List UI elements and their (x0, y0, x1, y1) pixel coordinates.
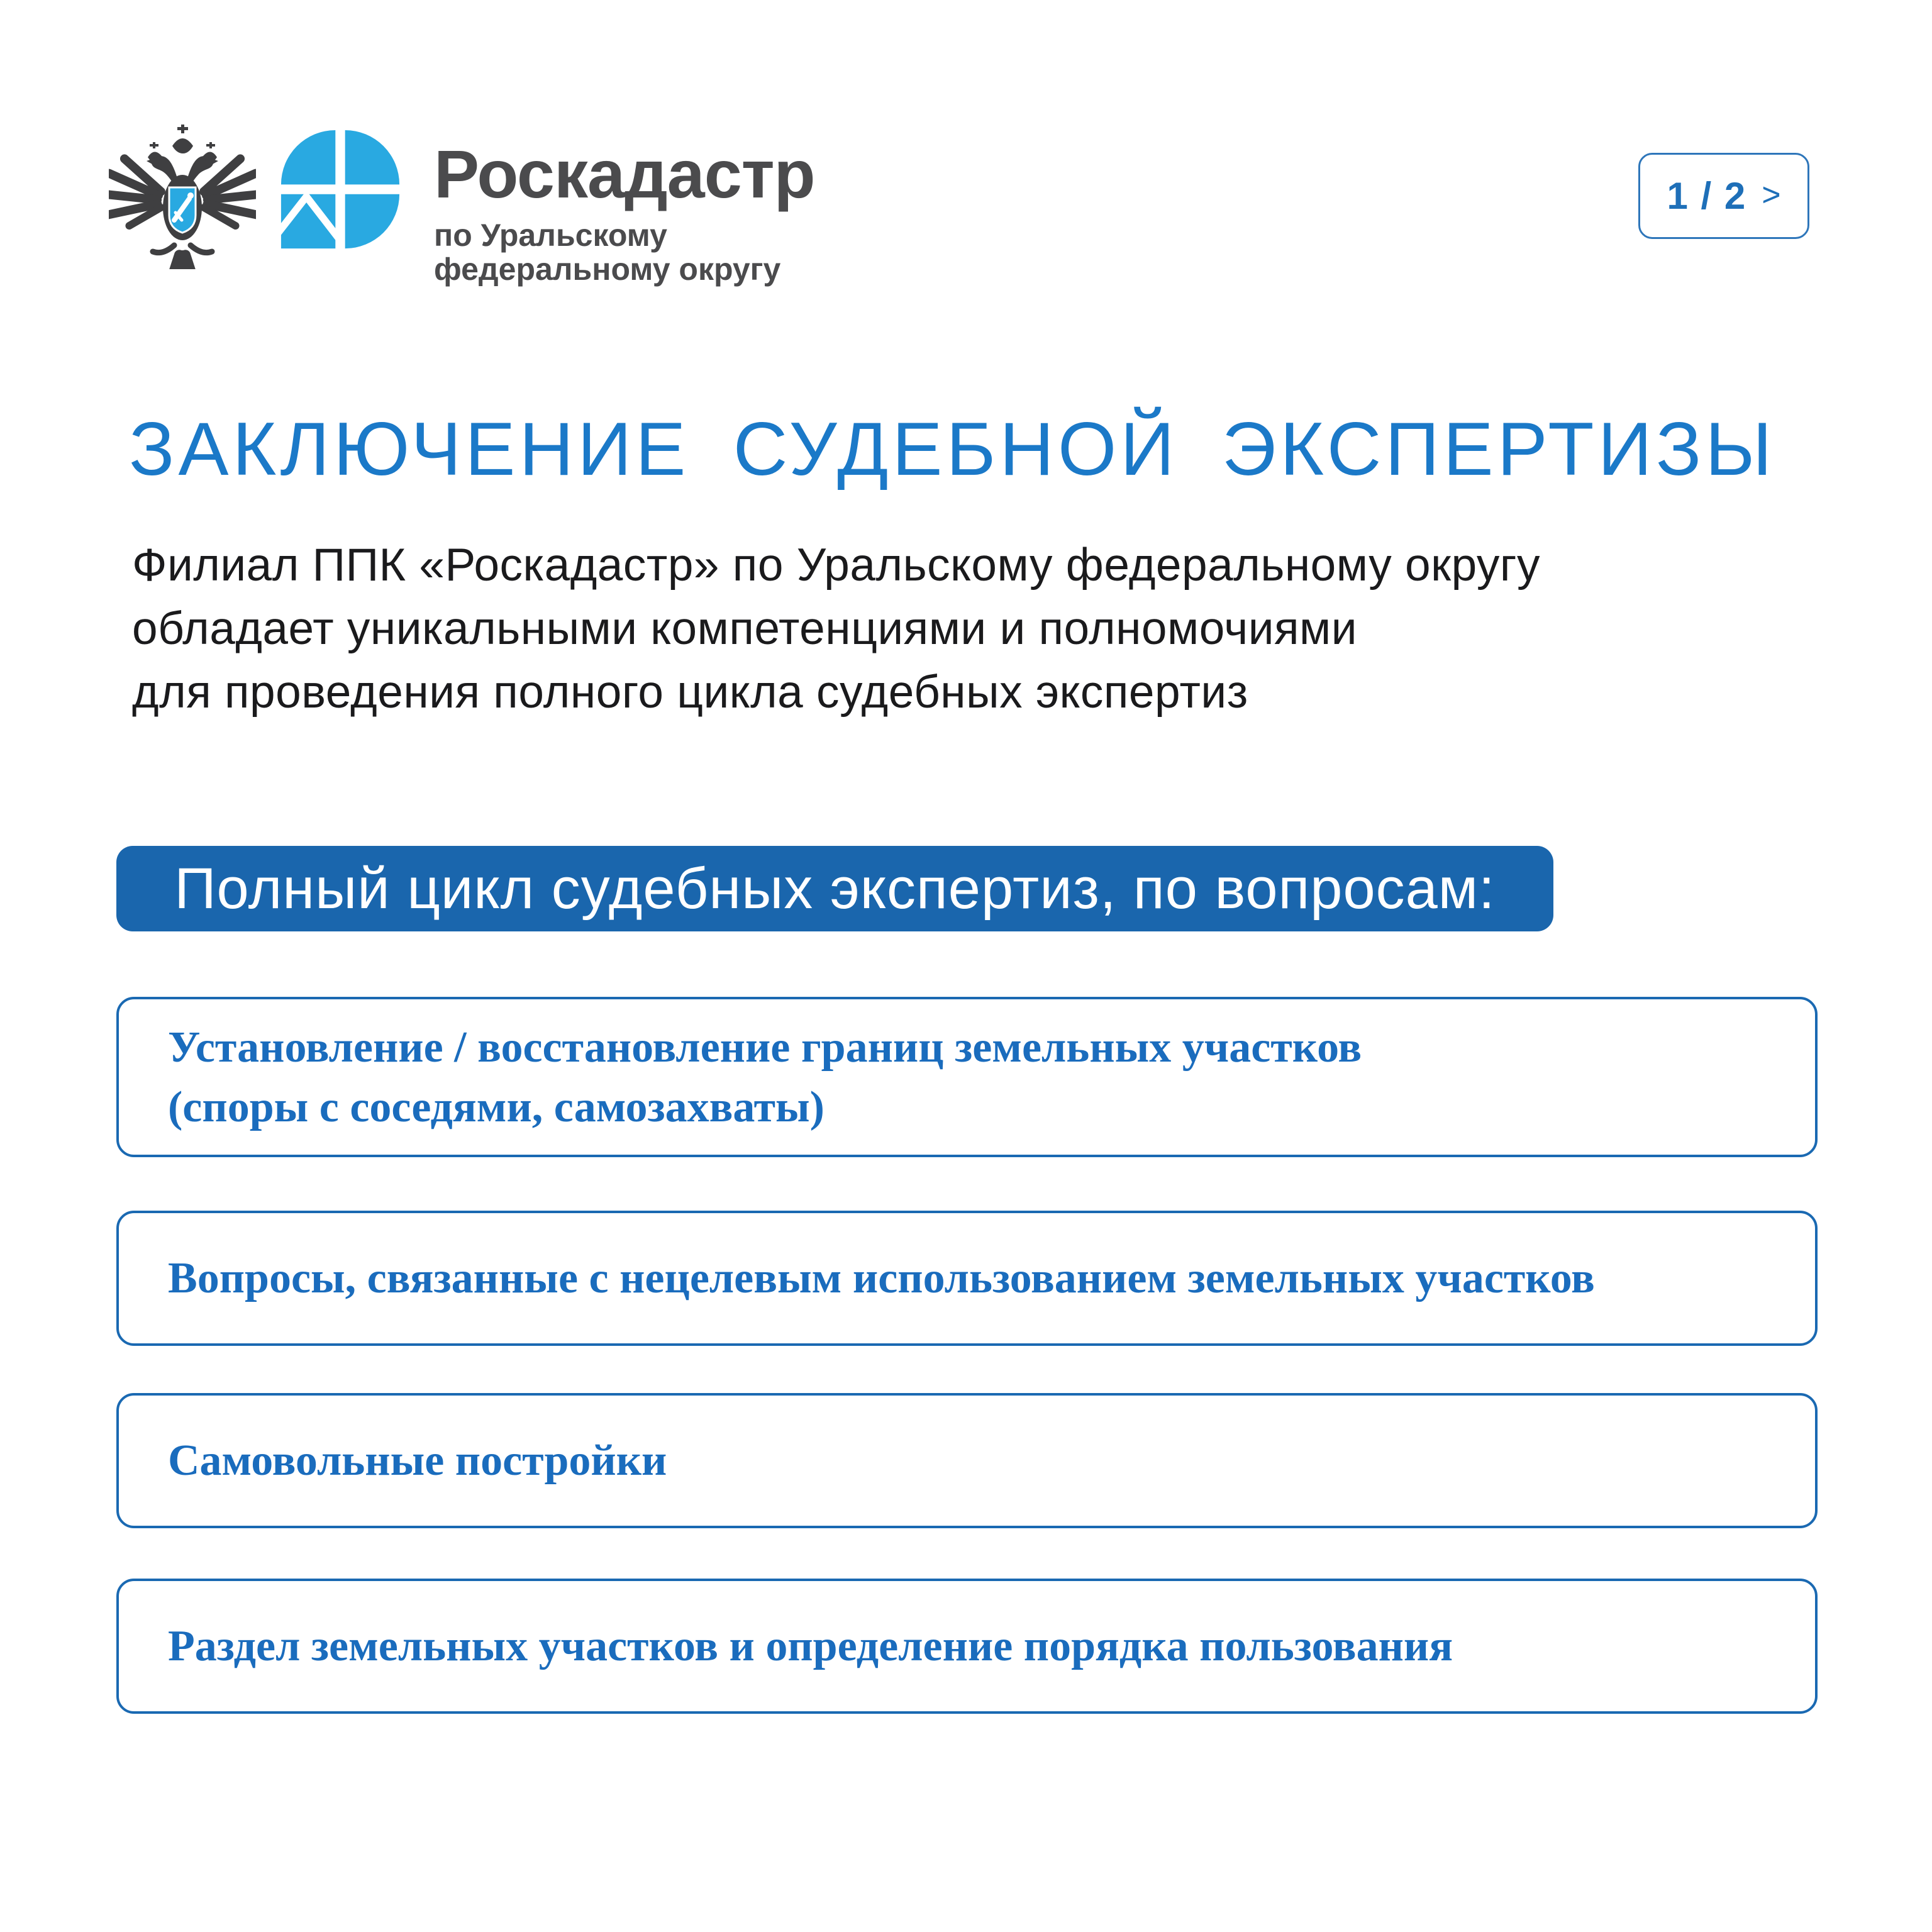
card-line: Раздел земельных участков и определение порядка пользования (168, 1622, 1453, 1670)
section-banner (116, 846, 1553, 931)
brand-region-line2: федеральному округу (434, 252, 781, 287)
card-text (168, 1616, 1453, 1676)
expertise-card-boundaries (116, 997, 1818, 1157)
page-indicator: 1 / 2 (1667, 175, 1747, 217)
card-line: Установление / восстановление границ земельных участков (168, 1023, 1362, 1072)
card-text (168, 1431, 667, 1491)
intro-paragraph (132, 533, 1540, 724)
brand-region-line1: по Уральскому (434, 218, 667, 253)
card-line: (споры с соседями, самозахваты) (168, 1082, 824, 1131)
brand-name: Роскадастр (434, 136, 815, 212)
intro-line: Филиал ППК «Роскадастр» по Уральскому федеральному округу (132, 540, 1540, 591)
expertise-card-misuse (116, 1211, 1818, 1346)
card-line: Самовольные постройки (168, 1436, 667, 1485)
coat-of-arms-eagle-icon (109, 125, 256, 269)
card-text (168, 1018, 1362, 1137)
brand-region (434, 218, 815, 286)
next-page-chevron-icon[interactable]: > (1762, 176, 1781, 213)
section-banner-label: Полный цикл судебных экспертиз, по вопросам: (174, 856, 1496, 921)
expertise-card-unauthorized-buildings (116, 1393, 1818, 1528)
card-text (168, 1248, 1595, 1308)
intro-line: обладает уникальными компетенциями и полномочиями (132, 603, 1358, 654)
brand-block (434, 138, 815, 286)
card-line: Вопросы, связанные с нецелевым использованием земельных участков (168, 1254, 1595, 1302)
roskadastr-emblem-icon (280, 128, 401, 252)
pagination-button[interactable] (1638, 153, 1809, 239)
expertise-card-land-division (116, 1579, 1818, 1714)
page-title: ЗАКЛЮЧЕНИЕ СУДЕБНОЙ ЭКСПЕРТИЗЫ (129, 407, 1776, 491)
intro-line: для проведения полного цикла судебных экспертиз (132, 667, 1248, 718)
